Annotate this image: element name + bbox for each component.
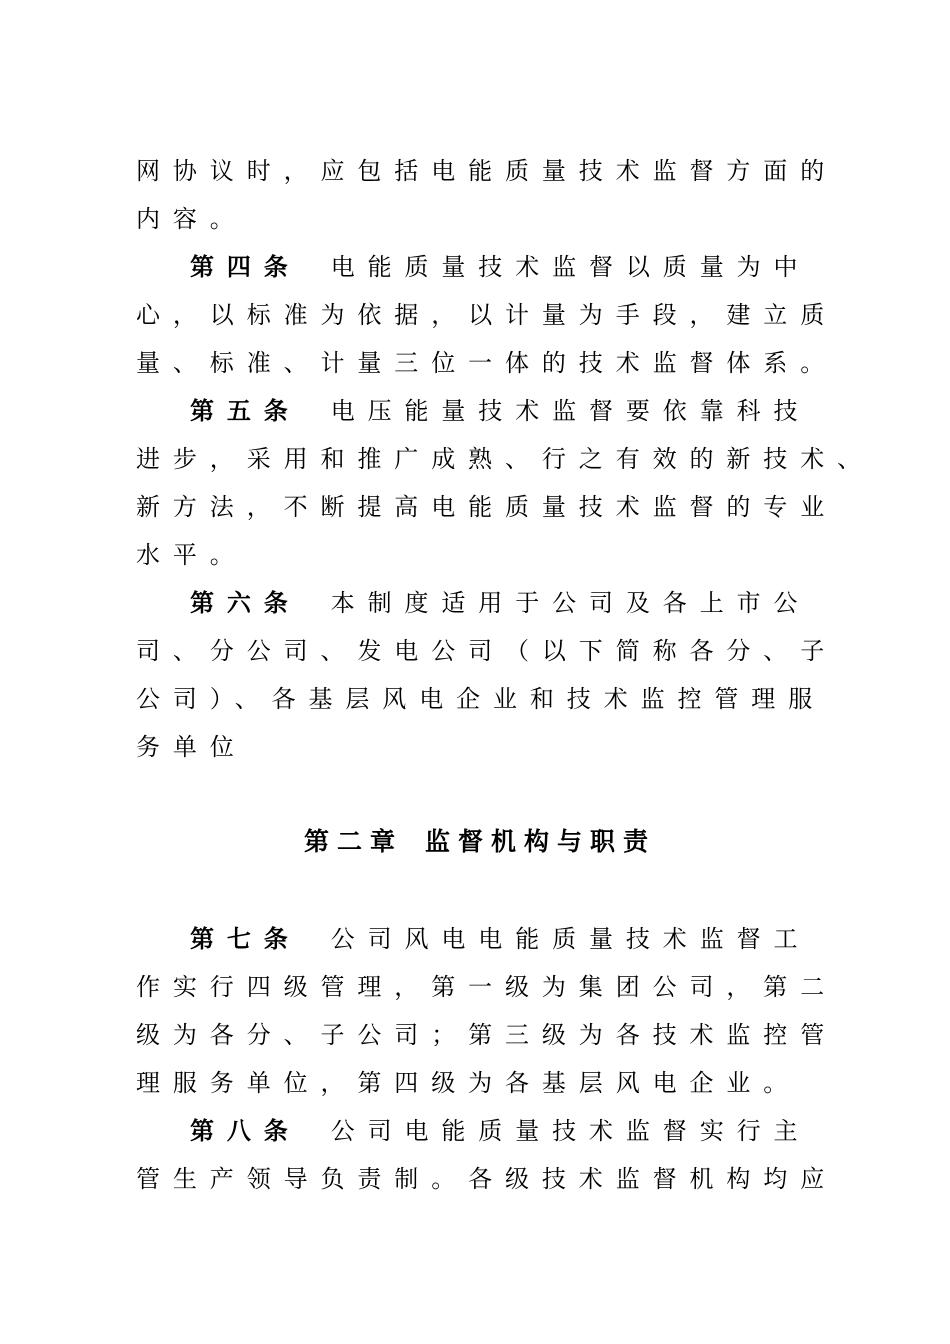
article-8 xyxy=(190,1111,810,1151)
text-line: 公司）、各基层风电企业和技术监控管理服 xyxy=(136,685,826,713)
chapter-number: 第二章 xyxy=(304,827,404,856)
article-7 xyxy=(190,919,810,959)
text-line: 理服务单位，第四级为各基层风电企业。 xyxy=(136,1069,801,1097)
article-label: 第四条 xyxy=(190,252,301,281)
article-text: 电能质量技术监督以质量为中 xyxy=(330,253,811,281)
text-line: 水平。 xyxy=(136,541,247,569)
text-line: 司、分公司、发电公司（以下简称各分、子 xyxy=(136,637,838,665)
article-text: 公司风电电能质量技术监督工 xyxy=(330,925,811,953)
text-line: 进步，采用和推广成熟、行之有效的新技术、 xyxy=(136,445,874,473)
text-line: 管生产领导负责制。各级技术监督机构均应 xyxy=(136,1165,838,1193)
text-line: 量、标准、计量三位一体的技术监督体系。 xyxy=(136,349,838,377)
text-line: 作实行四级管理，第一级为集团公司，第二 xyxy=(136,973,838,1001)
chapter-heading xyxy=(304,822,656,862)
article-label: 第六条 xyxy=(190,588,301,617)
article-label: 第七条 xyxy=(190,924,301,953)
article-text: 本制度适用于公司及各上市公 xyxy=(330,589,811,617)
text-line: 心，以标准为依据，以计量为手段，建立质 xyxy=(136,301,838,329)
text-line: 新方法，不断提高电能质量技术监督的专业 xyxy=(136,493,838,521)
article-4 xyxy=(190,247,810,287)
article-text: 电压能量技术监督要依靠科技 xyxy=(330,397,811,425)
article-text: 公司电能质量技术监督实行主 xyxy=(330,1117,811,1145)
article-label: 第五条 xyxy=(190,396,301,425)
text-line: 务单位 xyxy=(136,733,247,761)
article-6 xyxy=(190,583,810,623)
text-line: 级为各分、子公司；第三级为各技术监控管 xyxy=(136,1021,838,1049)
text-line: 网协议时，应包括电能质量技术监督方面的 xyxy=(136,157,838,185)
text-line: 内容。 xyxy=(136,205,247,233)
article-label: 第八条 xyxy=(190,1116,301,1145)
chapter-title: 监督机构与职责 xyxy=(425,827,657,856)
article-5 xyxy=(190,391,810,431)
